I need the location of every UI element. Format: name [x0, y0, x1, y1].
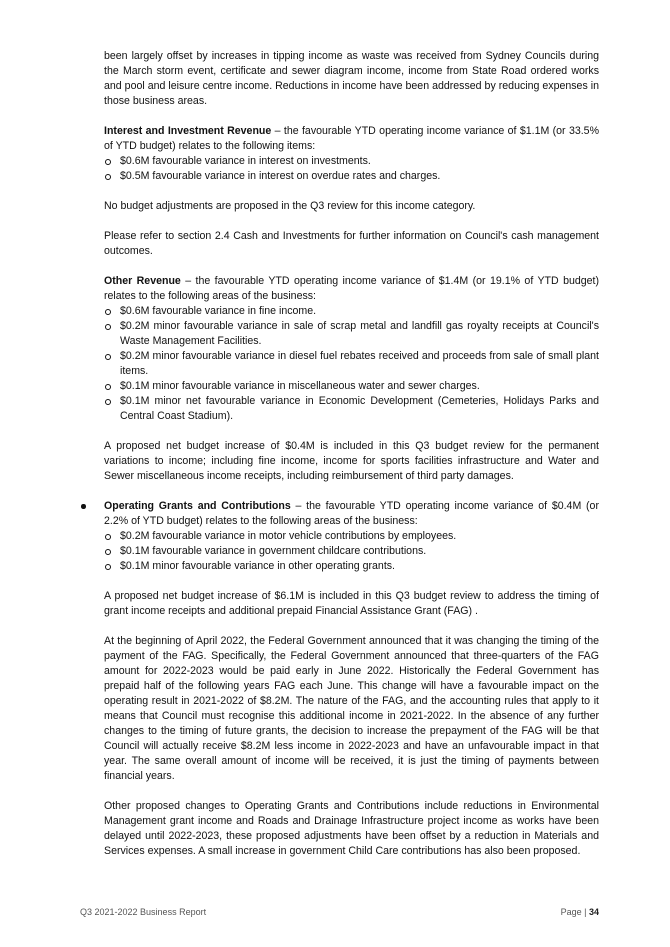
list-item: $0.6M favourable variance in fine income. — [104, 304, 599, 319]
interest-revenue-heading: Interest and Investment Revenue — [104, 125, 272, 137]
document-body — [104, 49, 599, 874]
other-revenue-list — [104, 304, 599, 424]
page-footer — [80, 905, 599, 920]
page-number: 34 — [588, 907, 599, 917]
list-item: $0.1M minor favourable variance in other operating grants. — [104, 559, 599, 574]
list-item: $0.5M favourable variance in interest on overdue rates and charges. — [104, 169, 599, 184]
list-item: $0.1M minor net favourable variance in Economic Development (Cemeteries, Holidays Parks and Central Coast Stadium). — [104, 394, 599, 424]
list-item: $0.2M minor favourable variance in sale of scrap metal and landfill gas royalty receipts at Council's Waste Management Facilities. — [104, 319, 599, 349]
paragraph-grants-other: Other proposed changes to Operating Grants and Contributions include reductions in Environmental Management grant income and Roads and Drainage Infrastructure project income as works have been delayed until 2022-2023, these proposed adjustments have been offset by a reduction in Materials and Services expenses. A small increase in government Child Care contributions has also been proposed. — [104, 800, 599, 857]
grants-intro: Operating Grants and Contributions – the favourable YTD operating income variance of $0.4M (or 2.2% of YTD budget) relates to the following areas of the business: — [104, 500, 599, 527]
list-item: $0.1M favourable variance in government childcare contributions. — [104, 544, 599, 559]
interest-revenue-intro: Interest and Investment Revenue – the favourable YTD operating income variance of $1.1M (or 33.5% of YTD budget) relates to the following items: — [104, 125, 599, 152]
grants-heading: Operating Grants and Contributions — [104, 500, 291, 512]
footer-report-title: Q3 2021-2022 Business Report — [80, 907, 207, 917]
paragraph-fag-timing: At the beginning of April 2022, the Federal Government announced that it was changing the timing of the payment of the FAG. Specifically, the Federal Government announced that three-quarters of the FAG amount for 2022-2023 would be paid early in June 2022. Historically the Federal Government has prepaid half of the following years FAG each June. This change will have a favourable impact on the operating result in 2021-2022 of $8.2M. The nature of the FAG, and the accounting rules that apply to it means that Council must recognise this additional income in 2021-2022. In the absence of any further changes to the timing of future grants, the decision to increase the prepayment of the FAG will be that Council will actually receive $8.2M less income in 2022-2023 and have an unfavourable impact in that year. The same overall amount of income will be received, it is just the timing of payments between financial years. — [104, 635, 599, 782]
interest-revenue-list — [104, 154, 599, 184]
list-item: $0.1M minor favourable variance in miscellaneous water and sewer charges. — [104, 379, 599, 394]
paragraph-income-offset: been largely offset by increases in tipping income as waste was received from Sydney Councils during the March storm event, certificate and sewer diagram income, income from State Road ordered works and pool and leisure centre income. Reductions in income have been addressed by reducing expenses in those business areas. — [104, 50, 599, 107]
other-revenue-heading: Other Revenue — [104, 275, 181, 287]
paragraph-no-adjustments: No budget adjustments are proposed in the Q3 review for this income category. — [104, 200, 476, 212]
list-item: $0.2M minor favourable variance in diesel fuel rebates received and proceeds from sale of small plant items. — [104, 349, 599, 379]
other-revenue-intro: Other Revenue – the favourable YTD operating income variance of $1.4M (or 19.1% of YTD budget) relates to the following areas of the business: — [104, 275, 600, 302]
paragraph-refer-cash: Please refer to section 2.4 Cash and Investments for further information on Council's cash management outcomes. — [104, 230, 599, 257]
list-item: $0.6M favourable variance in interest on investments. — [104, 154, 599, 169]
list-item: $0.2M favourable variance in motor vehicle contributions by employees. — [104, 529, 599, 544]
paragraph-grants-proposed: A proposed net budget increase of $6.1M is included in this Q3 budget review to address the timing of grant income receipts and additional prepaid Financial Assistance Grant (FAG) . — [104, 590, 599, 617]
paragraph-other-proposed: A proposed net budget increase of $0.4M is included in this Q3 budget review for the permanent variations to income; including fine income, income for sports facilities infrastructure and Water and Sewer miscellaneous income receipts, including reimbursement of third party damages. — [104, 440, 599, 482]
grants-list — [104, 529, 599, 574]
footer-page: Page | 34 — [560, 907, 599, 917]
